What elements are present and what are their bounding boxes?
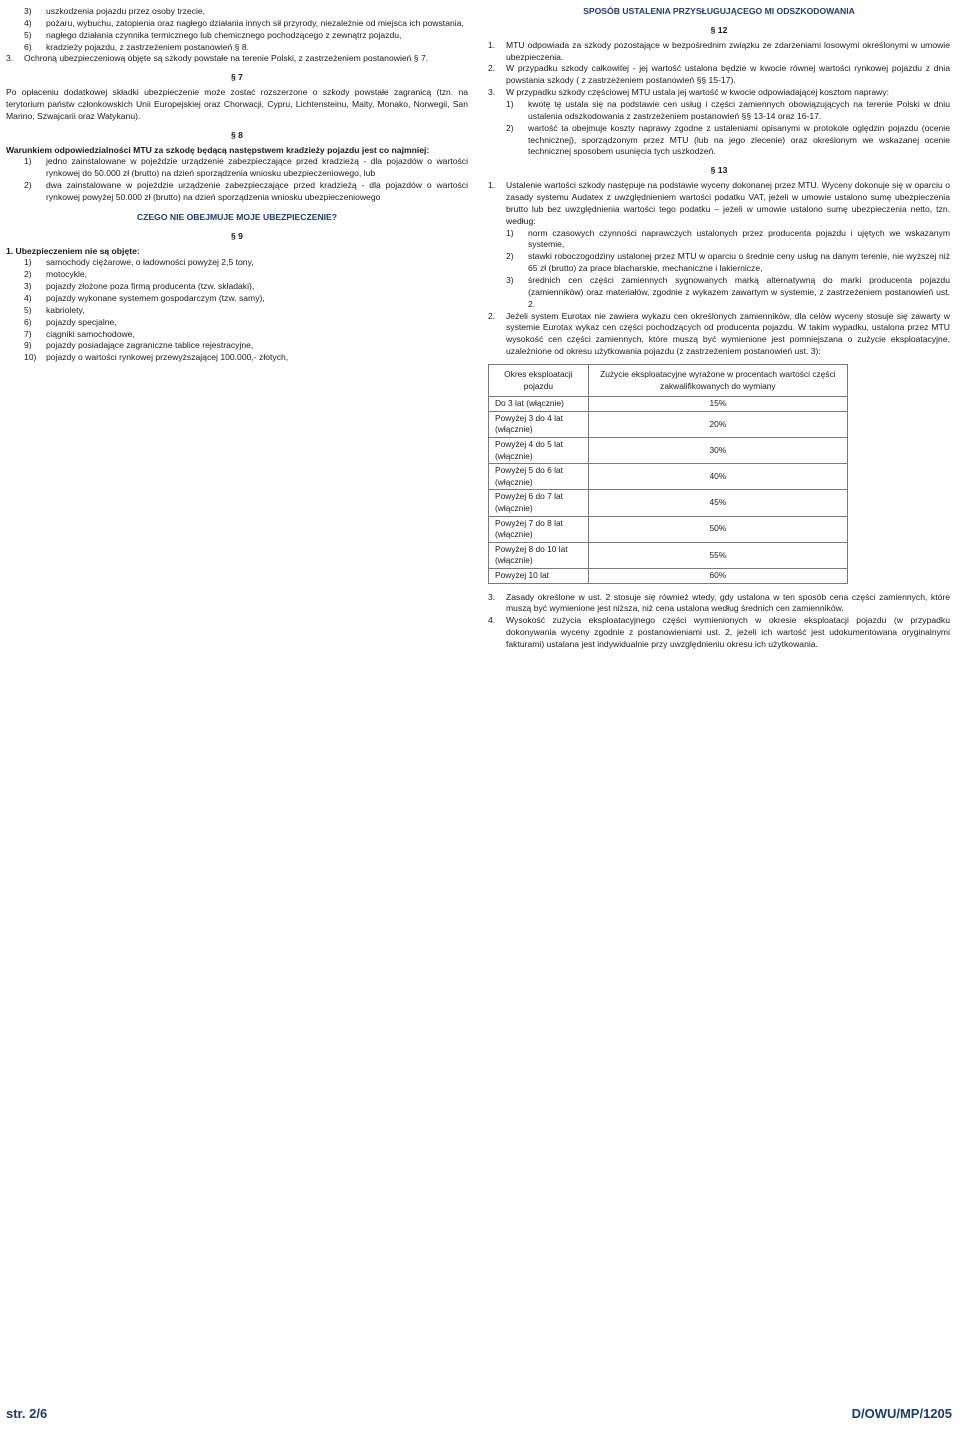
table-row <box>489 542 848 568</box>
table-cell-value: 40% <box>588 464 847 490</box>
list-item: 1. MTU odpowiada za szkody pozostające w bezpośrednim związku ze zdarzeniami losowymi określonymi w umowie ubezpieczenia. <box>488 39 950 62</box>
section-7-title: § 7 <box>231 72 243 83</box>
list-item: 1) jedno zainstalowane w pojeździe urządzenie zabezpieczające przed kradzieżą - dla pojazdów o wartości rynkowej do 50.000 zł (brutto) na dzień sporządzenia wniosku ubezpieczeniowego, lub <box>24 156 468 179</box>
list-item: 6) pojazdy specjalne, <box>24 316 117 327</box>
table-cell-period: Powyżej 6 do 7 lat (włącznie) <box>489 490 589 516</box>
list-item: 3. Zasady określone w ust. 2 stosuje się również wtedy, gdy ustalona w ten sposób cena części zamiennych, które muszą być wymienione jest niższa, niż cena ustalona według średnich cen zamienników. <box>488 591 950 614</box>
list-item: 4) pożaru, wybuchu, zatopienia oraz nagłego działania innych sił przyrody, niezależnie od miejsca ich powstania, <box>24 17 464 28</box>
list-item: 1. Ustalenie wartości szkody następuje na podstawie wyceny dokonanej przez MTU. Wyceny dokonuje się w oparciu o zasady systemu Audatex z uwzględnieniem wartości podatku VAT, jeżeli w umowie ustalono sumę ubezpieczenia brutto lub bez uwzględnienia wartości tego podatku – jeżeli w umowie ustalono sumę ubezpieczenia netto, tzn. według: <box>488 180 950 226</box>
exclusions-heading: CZEGO NIE OBEJMUJE MOJE UBEZPIECZENIE? <box>136 211 338 222</box>
table-row <box>489 397 848 412</box>
list-item: 6) kradzieży pojazdu, z zastrzeżeniem postanowień § 8. <box>24 41 250 52</box>
table-row <box>489 438 848 464</box>
table-cell-value: 55% <box>588 542 847 568</box>
table-cell-period: Powyżej 7 do 8 lat (włącznie) <box>489 516 589 542</box>
table-cell-value: 60% <box>588 568 847 583</box>
section-9-point-1-list <box>6 257 468 364</box>
section-9-title: § 9 <box>231 230 243 241</box>
table-cell-period: Powyżej 10 lat <box>489 568 589 583</box>
list-item: 3) pojazdy złożone poza firmą producenta (tzw. składaki), <box>24 281 255 292</box>
list-item: 2. Jeżeli system Eurotax nie zawiera wykazu cen określonych zamienników, dla celów wyceny stosuje się zawarty w systemie Eurotax wykaz cen części pochodzących od producenta pojazdu. W takim wypadku, ustalona przez MTU wysokość cen części zamiennych, które muszą być wymienione jest pomniejszana o zużycie eksploatacyjne, uzależnione od okresu użytkowania pojazdu (z zastrzeżeniem postanowień ust. 3): <box>488 310 950 357</box>
document-code: D/OWU/MP/1205 <box>851 1406 952 1421</box>
list-item: 1) norm czasowych czynności naprawczych ustalonych przez producenta pojazdu i ujętych we wskazanym systemie, <box>506 227 950 250</box>
list-item: 5) nagłego działania czynnika termicznego lub chemicznego pochodzącego z zewnątrz pojazdu, <box>24 29 402 40</box>
table-cell-value: 45% <box>588 490 847 516</box>
section-7-text: Po opłaceniu dodatkowej składki ubezpieczenie może zostać rozszerzone o szkody powstałe zagranicą (tzn. na terytorium państw członkowskich Unii Europejskiej oraz Chorwacji, Cypru, Lichtensteinu, Malty, Monako, Norwegii, San Marino, Szwajcarii oraz Watykanu). <box>6 87 468 121</box>
list-item: 2) wartość ta obejmuje koszty naprawy zgodne z ustaleniami opisanymi w protokole oględzin pojazdu (ocenie technicznej), sporządzonym przez MTU (lub na jego zlecenie) oraz określonym we wskazanej ocenie technicznej sposobem usunięcia tych uszkodzeń. <box>506 122 950 157</box>
table-row <box>489 411 848 437</box>
list-item: 1) kwotę tę ustala się na podstawie cen usług i części zamiennych obowiązujących na terenie Polski w dniu ustalenia odszkodowania z zastrzeżeniem postanowień §§ 13-14 oraz 16-17. <box>506 99 950 121</box>
table-header-row <box>489 365 848 397</box>
section-6-items <box>6 6 468 65</box>
table-cell-value: 20% <box>588 411 847 437</box>
table-row <box>489 490 848 516</box>
section-9-point-1: 1. Ubezpieczeniem nie są objęte: <box>6 245 140 256</box>
table-cell-value: 30% <box>588 438 847 464</box>
right-column <box>488 6 950 651</box>
table-cell-period: Powyżej 3 do 4 lat (włącznie) <box>489 411 589 437</box>
table-cell-period: Do 3 lat (włącznie) <box>489 397 589 412</box>
list-item: 5) kabriolety, <box>24 304 85 315</box>
list-item: 1) samochody ciężarowe, o ładowności powyżej 2,5 tony, <box>24 257 254 268</box>
list-item: 9) pojazdy posiadające zagraniczne tablice rejestracyjne, <box>24 340 254 351</box>
table-header-value: Zużycie eksploatacyjne wyrażone w procentach wartości części zakwalifikowanych do wymiany <box>588 365 847 397</box>
depreciation-table <box>488 364 848 584</box>
table-cell-value: 50% <box>588 516 847 542</box>
section-6-point-3: 3. Ochroną ubezpieczeniową objęte są szkody powstałe na terenie Polski, z zastrzeżeniem postanowień § 7. <box>6 53 429 64</box>
list-item: 7) ciągniki samochodowe, <box>24 328 135 339</box>
list-item: 2) stawki roboczogodziny ustalonej przez MTU w oparciu o średnie ceny usług na danym terenie, nie wyższej niż 65 zł (brutto) za prace blacharskie, mechaniczne i lakiernicze, <box>506 251 950 274</box>
page-number: str. 2/6 <box>6 1406 48 1421</box>
left-column <box>6 6 468 364</box>
table-row <box>489 568 848 583</box>
list-item: 10) pojazdy o wartości rynkowej przewyższającej 100.000,- złotych, <box>24 352 289 363</box>
section-13-title: § 13 <box>710 165 728 176</box>
list-item: 2) motocykle, <box>24 269 88 280</box>
list-item: 2. W przypadku szkody całkowitej - jej wartość ustalona będzie w kwocie równej wartości rynkowej pojazdu z dnia powstania szkody ( z zastrzeżeniem postanowień §§ 15-17). <box>488 63 950 86</box>
list-item: 3) średnich cen części zamiennych sygnowanych marką alternatywną do marki producenta pojazdu (zamienników) oraz materiałów, zgodnie z wykazem zawartym w systemie, z zastrzeżeniem postanowień ust. 2. <box>506 275 950 309</box>
list-item: 3. W przypadku szkody częściowej MTU ustala jej wartość w kwocie odpowiadającej kosztom naprawy: <box>488 87 890 98</box>
list-item: 3) uszkodzenia pojazdu przez osoby trzecie, <box>24 6 206 16</box>
table-header-period: Okres eksploatacji pojazdu <box>489 365 589 397</box>
section-8-intro: Warunkiem odpowiedzialności MTU za szkodę będącą następstwem kradzieży pojazdu jest co najmniej: <box>6 144 430 155</box>
section-12-title: § 12 <box>710 24 728 35</box>
section-8-title: § 8 <box>231 129 243 140</box>
table-cell-period: Powyżej 4 do 5 lat (włącznie) <box>489 438 589 464</box>
table-row <box>489 464 848 490</box>
table-cell-value: 15% <box>588 397 847 412</box>
table-cell-period: Powyżej 5 do 6 lat (włącznie) <box>489 464 589 490</box>
table-cell-period: Powyżej 8 do 10 lat (włącznie) <box>489 542 589 568</box>
list-item: 4. Wysokość zużycia eksploatacyjnego części wymienionych w okresie eksploatacji pojazdu (w przypadku dokonywania wyceny zgodnie z postanowieniami ust. 2, jeżeli ich wartość jest udokumentowana oryginalnymi fakturami) ustalana jest indywidualnie przy uwzględnieniu okresu ich użytkowania. <box>488 615 950 649</box>
compensation-heading: SPOSÓB USTALENIA PRZYSŁUGUJĄCEGO MI ODSZKODOWANIA <box>583 6 855 16</box>
list-item: 2) dwa zainstalowane w pojeździe urządzenie zabezpieczające przed kradzieżą - dla pojazdów o wartości rynkowej powyżej 50.000 zł (brutto) na dzień sporządzenia wniosku ubezpieczeniowego <box>24 180 468 203</box>
list-item: 4) pojazdy wykonane systemem gospodarczym (tzw. samy), <box>24 293 265 304</box>
table-row <box>489 516 848 542</box>
